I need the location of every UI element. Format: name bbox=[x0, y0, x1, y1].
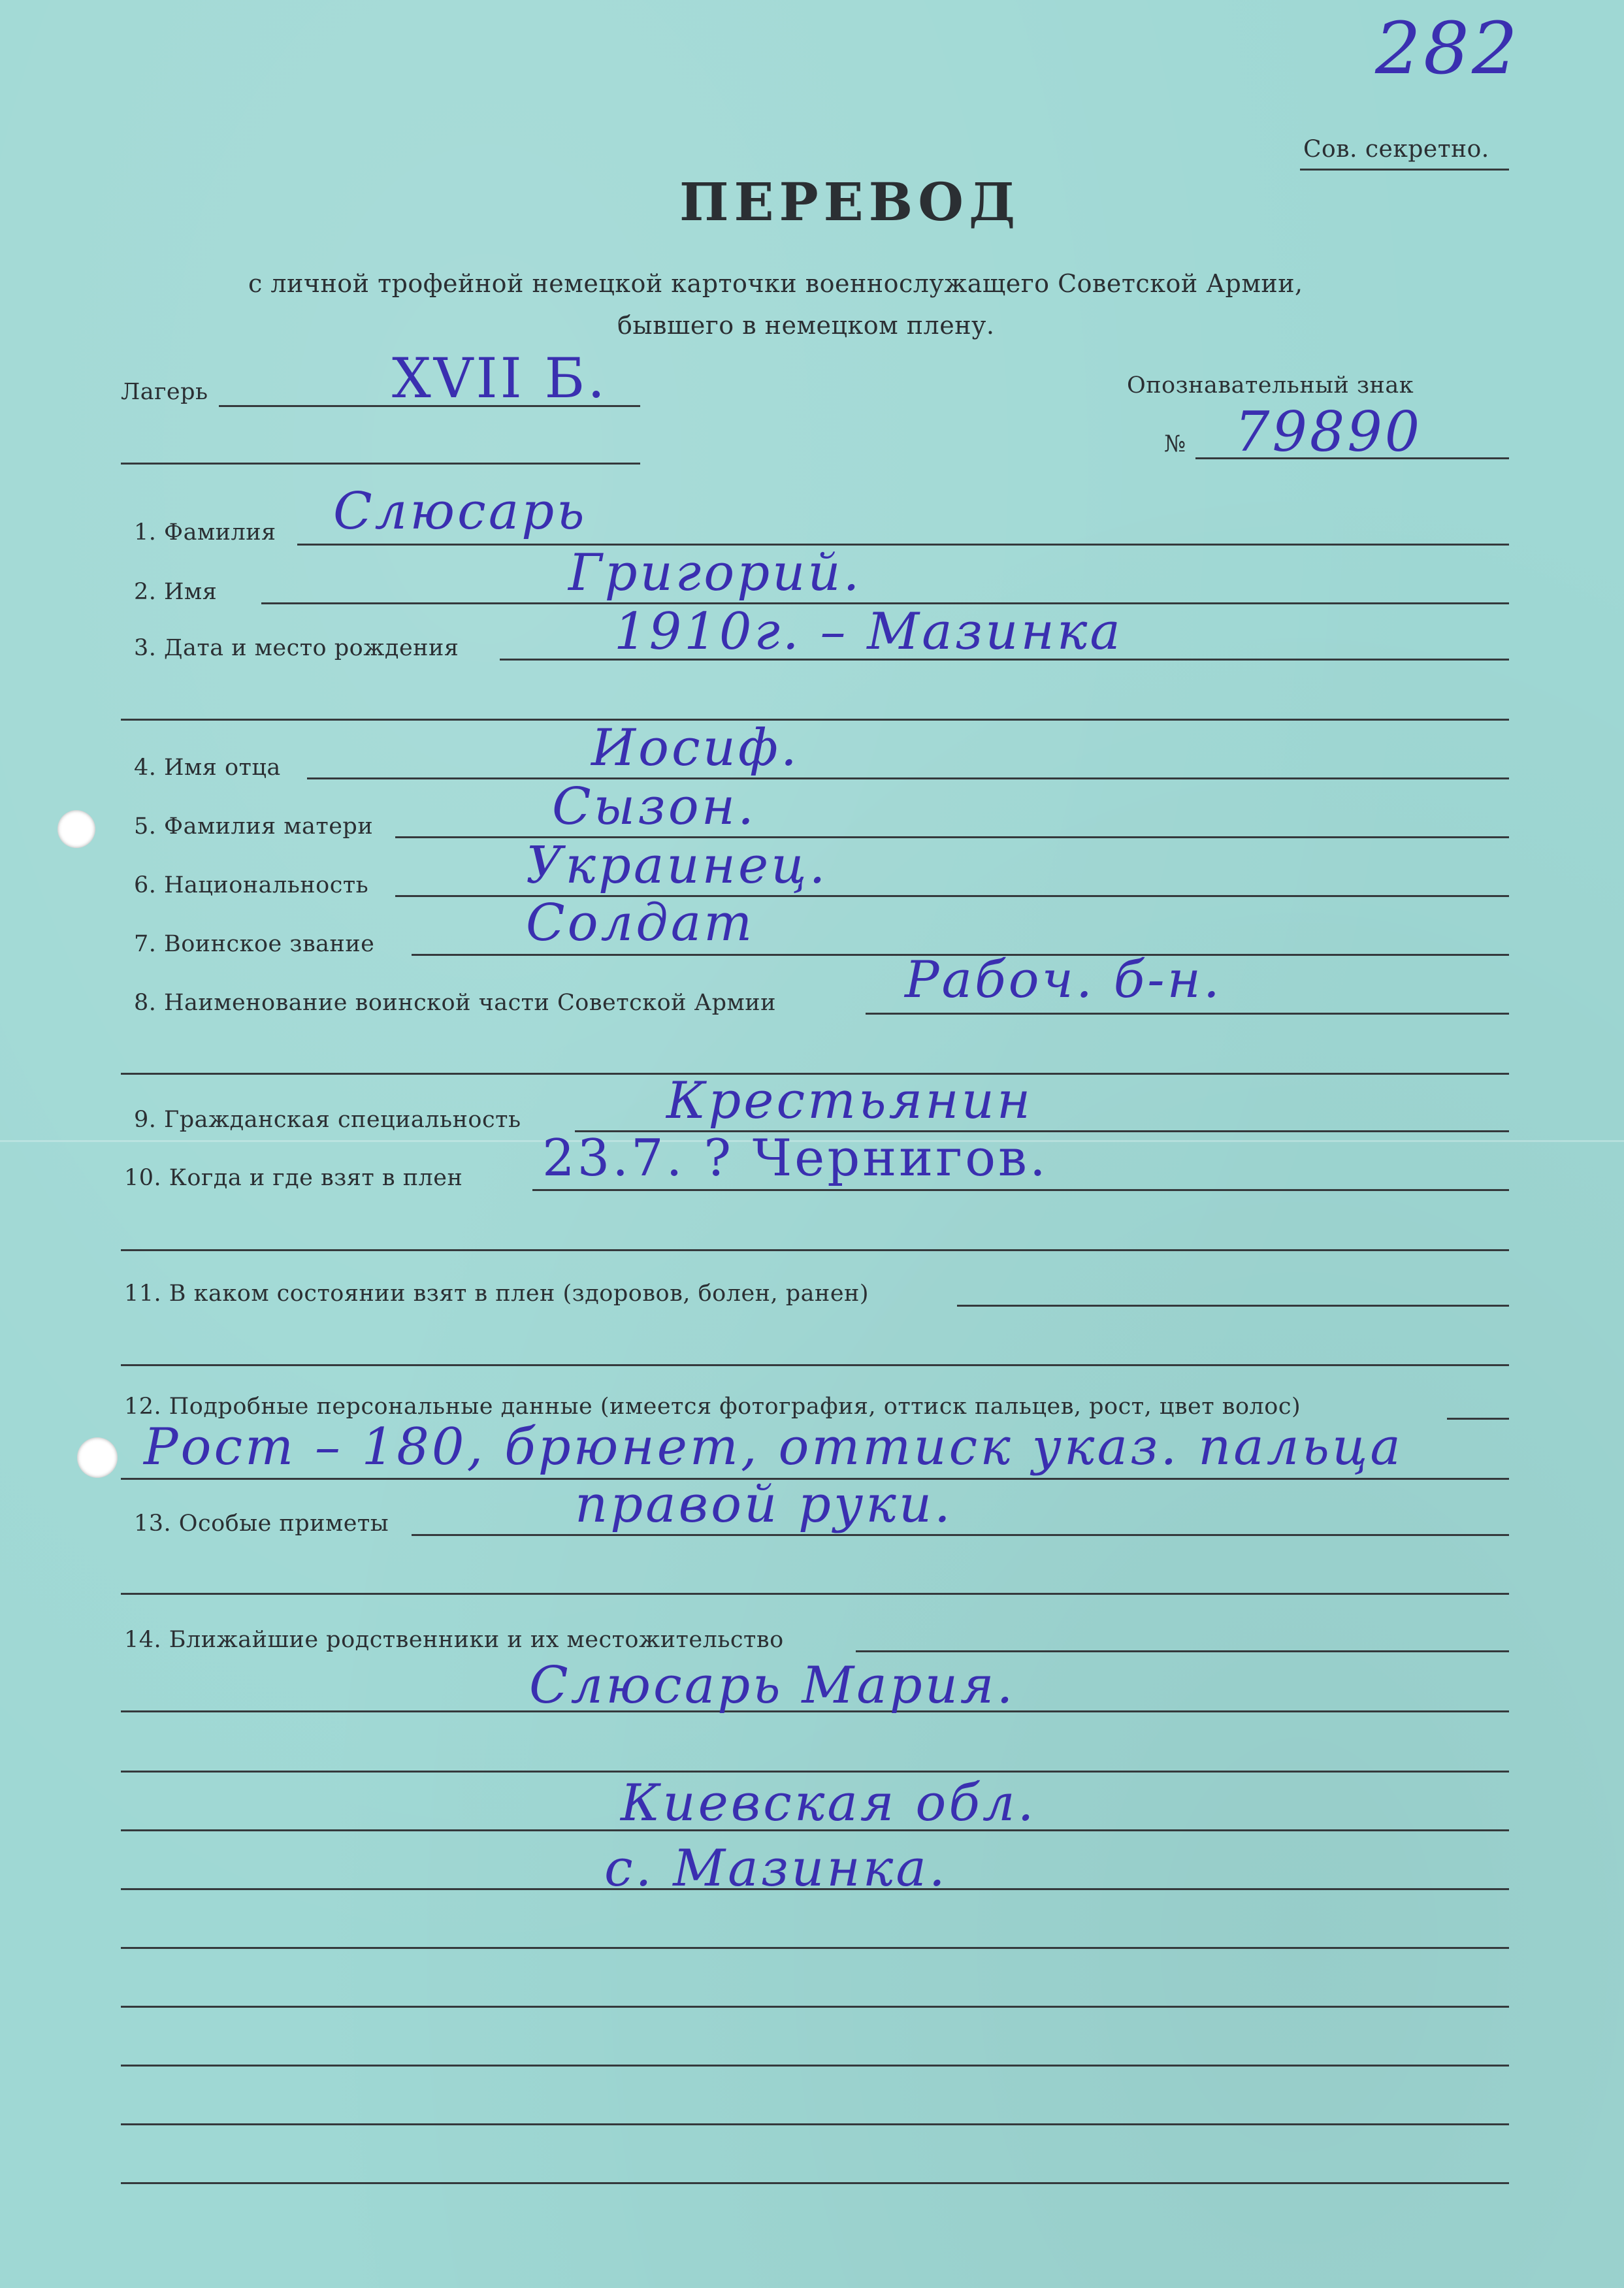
field-14-label: 14. Ближайшие родственники и их местожительство bbox=[124, 1627, 784, 1653]
field-3-extra-line bbox=[121, 719, 1509, 721]
field-8-label: 8. Наименование воинской части Советской Армии bbox=[134, 990, 776, 1016]
rule-8 bbox=[121, 2123, 1509, 2125]
field-12-label: 12. Подробные персональные данные (имеется фотография, оттиск пальцев, рост, цвет волос) bbox=[124, 1394, 1301, 1420]
field-11-label: 11. В каком состоянии взят в плен (здоровов, болен, ранен) bbox=[124, 1281, 869, 1307]
relative-name: Слюсарь Мария. bbox=[529, 1656, 1016, 1715]
field-1-value: Слюсарь bbox=[333, 482, 587, 541]
rule-7 bbox=[121, 2065, 1509, 2067]
field-10-extra-line bbox=[121, 1249, 1509, 1251]
field-8-value: Рабоч. б-н. bbox=[905, 951, 1222, 1009]
field-1-line bbox=[297, 544, 1509, 546]
rule-9 bbox=[121, 2182, 1509, 2184]
field-10-label: 10. Когда и где взят в плен bbox=[124, 1165, 463, 1191]
field-12-line bbox=[1447, 1418, 1509, 1420]
classification-underline bbox=[1300, 169, 1509, 171]
field-5-value: Сызон. bbox=[552, 777, 756, 836]
field-11-extra-line bbox=[121, 1364, 1509, 1366]
camp-value: XVII Б. bbox=[392, 346, 608, 410]
rule-6 bbox=[121, 2006, 1509, 2008]
rule-5 bbox=[121, 1947, 1509, 1949]
field-2-label: 2. Имя bbox=[134, 579, 218, 605]
field-3-label: 3. Дата и место рождения bbox=[134, 635, 459, 661]
camp-line-2 bbox=[121, 463, 640, 465]
id-value: 79890 bbox=[1235, 400, 1423, 464]
camp-label: Лагерь bbox=[121, 379, 208, 405]
field-7-label: 7. Воинское звание bbox=[134, 931, 375, 957]
field-4-value: Иосиф. bbox=[591, 719, 800, 777]
field-9-label: 9. Гражданская специальность bbox=[134, 1107, 521, 1133]
field-14-line bbox=[856, 1650, 1509, 1652]
field-6-value: Украинец. bbox=[526, 836, 828, 895]
classification-stamp: Сов. секретно. bbox=[1303, 136, 1489, 163]
punch-hole-top bbox=[57, 810, 95, 848]
field-13-extra-line bbox=[121, 1593, 1509, 1595]
field-5-label: 5. Фамилия матери bbox=[134, 813, 374, 840]
field-6-label: 6. Национальность bbox=[134, 872, 369, 898]
field-10-value: 23.7. ? Чернигов. bbox=[542, 1129, 1048, 1188]
field-3-value: 1910г. – Мазинка bbox=[614, 602, 1123, 661]
field-2-value: Григорий. bbox=[568, 544, 862, 602]
field-13-label: 13. Особые приметы bbox=[134, 1511, 389, 1537]
field-13-value: правой руки. bbox=[575, 1475, 953, 1534]
subtitle-line-1: с личной трофейной немецкой карточки военнослужащего Советской Армии, bbox=[248, 269, 1303, 298]
number-sign: № bbox=[1164, 431, 1186, 457]
field-4-line bbox=[307, 777, 1509, 779]
relative-village: с. Мазинка. bbox=[604, 1839, 948, 1898]
field-1-label: 1. Фамилия bbox=[134, 519, 276, 546]
document-title: ПЕРЕВОД bbox=[679, 171, 1021, 233]
page-number: 282 bbox=[1375, 7, 1520, 90]
punch-hole-bottom bbox=[77, 1437, 118, 1478]
field-9-value: Крестьянин bbox=[666, 1071, 1033, 1130]
field-11-line bbox=[957, 1305, 1509, 1307]
relative-region: Киевская обл. bbox=[621, 1774, 1037, 1833]
field-8-line bbox=[866, 1013, 1509, 1015]
rule-2 bbox=[121, 1771, 1509, 1773]
field-10-line bbox=[532, 1189, 1509, 1191]
subtitle-line-2: бывшего в немецком плену. bbox=[617, 311, 995, 340]
field-7-value: Солдат bbox=[526, 894, 755, 953]
id-label: Опознавательный знак bbox=[1127, 372, 1414, 399]
field-4-label: 4. Имя отца bbox=[134, 755, 281, 781]
field-12-value: Рост – 180, брюнет, оттиск указ. пальца bbox=[144, 1418, 1403, 1477]
field-13-line bbox=[412, 1534, 1509, 1536]
